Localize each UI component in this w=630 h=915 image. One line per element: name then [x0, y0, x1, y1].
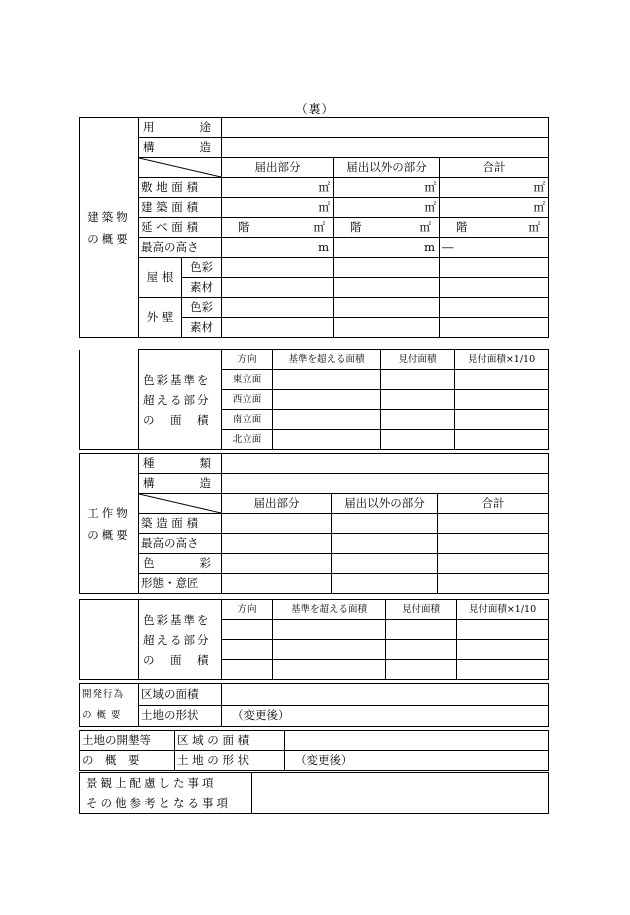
header-reported: 届出部分	[222, 158, 334, 178]
building-exceed-label: 色彩基準を 超える部分 の 面 積	[139, 350, 222, 450]
obj-exceed-dir-3[interactable]	[222, 660, 273, 680]
obj-header-reported: 届出部分	[222, 494, 332, 514]
obj-exceed-over-1[interactable]	[273, 620, 386, 640]
north-tenth[interactable]	[455, 430, 549, 450]
direction-east: 東立面	[222, 370, 273, 390]
obj-exceed-header-facade: 見付面積	[386, 600, 457, 620]
build-area-label: 築 造 面 積	[139, 514, 222, 534]
south-tenth[interactable]	[455, 410, 549, 430]
obj-exceed-label: 色彩基準を 超える部分 の 面 積	[139, 600, 222, 680]
structure-obj-label: 構 造	[139, 474, 222, 494]
wall-material-other[interactable]	[334, 318, 440, 338]
obj-max-height-total[interactable]	[438, 534, 549, 554]
exceed-header-tenth: 見付面積×1/10	[455, 350, 549, 370]
obj-form-reported[interactable]	[222, 574, 332, 594]
exceed-header-facade: 見付面積	[381, 350, 455, 370]
wall-color-other[interactable]	[334, 298, 440, 318]
obj-exceed-facade-2[interactable]	[386, 640, 457, 660]
obj-exceed-facade-3[interactable]	[386, 660, 457, 680]
wall-color-reported[interactable]	[222, 298, 334, 318]
obj-form-other[interactable]	[332, 574, 438, 594]
header-total: 合計	[440, 158, 549, 178]
roof-color-total[interactable]	[440, 258, 549, 278]
dev-shape-label: 土地の形状	[139, 705, 222, 727]
obj-color-reported[interactable]	[222, 554, 332, 574]
obj-exceed-header-tenth: 見付面積×1/10	[457, 600, 549, 620]
obj-max-height-other[interactable]	[332, 534, 438, 554]
west-over[interactable]	[273, 390, 381, 410]
reclaim-area-label: 区 域 の 面 積	[175, 731, 285, 751]
landscape-label	[80, 773, 252, 814]
north-over[interactable]	[273, 430, 381, 450]
page-title: （裏）	[295, 102, 335, 116]
obj-exceed-tenth-2[interactable]	[457, 640, 549, 660]
building-area-other[interactable]: ㎡	[334, 198, 440, 218]
structure-field[interactable]	[222, 138, 549, 158]
obj-form-total[interactable]	[438, 574, 549, 594]
building-label: 建築物 の概要	[87, 209, 131, 246]
reclaim-area-field[interactable]	[285, 731, 549, 751]
direction-north: 北立面	[222, 430, 273, 450]
landscape-line2: その他参考となる事項	[86, 796, 231, 810]
floor-area-total[interactable]: 階 ㎡	[440, 218, 549, 238]
max-height-reported[interactable]: m	[222, 238, 334, 258]
development-label: 開発行為 の 概 要	[80, 684, 139, 727]
use-label: 用 途	[139, 118, 222, 138]
obj-color-total[interactable]	[438, 554, 549, 574]
structure-obj-field[interactable]	[222, 474, 549, 494]
landscape-line1: 景観上配慮した事項	[86, 776, 217, 790]
diagonal-line	[139, 494, 221, 513]
floor-area-label: 延 べ 面 積	[139, 218, 222, 238]
reclaim-shape-label: 土 地 の 形 状	[175, 751, 285, 771]
dev-area-field[interactable]	[222, 684, 549, 706]
kind-label: 種 類	[139, 454, 222, 474]
north-facade[interactable]	[381, 430, 455, 450]
structure-table	[79, 453, 549, 594]
build-area-reported[interactable]	[222, 514, 332, 534]
kind-field[interactable]	[222, 454, 549, 474]
structure-section-spacer	[80, 600, 139, 680]
west-tenth[interactable]	[455, 390, 549, 410]
dev-area-label: 区域の面積	[139, 684, 222, 706]
building-table	[79, 117, 549, 338]
building-exceed-table	[79, 349, 549, 450]
max-height-other[interactable]: m	[334, 238, 440, 258]
reclaim-label-2: の 概 要	[80, 751, 175, 771]
wall-material-label: 素材	[182, 318, 222, 338]
obj-max-height-reported[interactable]	[222, 534, 332, 554]
obj-color-other[interactable]	[332, 554, 438, 574]
max-height-total[interactable]: ―	[440, 238, 549, 258]
wall-label: 外 壁	[139, 298, 182, 338]
roof-color-label: 色彩	[182, 258, 222, 278]
roof-color-other[interactable]	[334, 258, 440, 278]
roof-material-label: 素材	[182, 278, 222, 298]
roof-material-total[interactable]	[440, 278, 549, 298]
development-table	[79, 683, 549, 727]
diagonal-cell	[139, 158, 222, 178]
exceed-header-direction: 方向	[222, 350, 273, 370]
reclaim-label-1: 土地の開墾等	[80, 731, 175, 751]
structure-exceed-table	[79, 599, 549, 680]
roof-material-other[interactable]	[334, 278, 440, 298]
dev-shape-field[interactable]: （変更後）	[222, 705, 549, 727]
reclaim-shape-field[interactable]: （変更後）	[285, 751, 549, 771]
structure-section-label: 工作物 の概要	[80, 454, 139, 594]
obj-max-height-label: 最高の高さ	[139, 534, 222, 554]
wall-material-reported[interactable]	[222, 318, 334, 338]
floor-area-other[interactable]: 階 ㎡	[334, 218, 440, 238]
south-over[interactable]	[273, 410, 381, 430]
wall-color-total[interactable]	[440, 298, 549, 318]
exceed-header-over: 基準を超える面積	[273, 350, 381, 370]
obj-exceed-header-direction: 方向	[222, 600, 273, 620]
building-area-reported[interactable]: ㎡	[222, 198, 334, 218]
east-over[interactable]	[273, 370, 381, 390]
building-area-label: 建 築 面 積	[139, 198, 222, 218]
wall-color-label: 色彩	[182, 298, 222, 318]
obj-exceed-over-3[interactable]	[273, 660, 386, 680]
floor-area-reported[interactable]: 階 ㎡	[222, 218, 334, 238]
site-area-reported[interactable]: ㎡	[222, 178, 334, 198]
east-facade[interactable]	[381, 370, 455, 390]
obj-exceed-dir-1[interactable]	[222, 620, 273, 640]
west-facade[interactable]	[381, 390, 455, 410]
structure-label: 構 造	[139, 138, 222, 158]
direction-west: 西立面	[222, 390, 273, 410]
build-area-other[interactable]	[332, 514, 438, 534]
header-other: 届出以外の部分	[334, 158, 440, 178]
obj-exceed-tenth-3[interactable]	[457, 660, 549, 680]
roof-color-reported[interactable]	[222, 258, 334, 278]
direction-south: 南立面	[222, 410, 273, 430]
east-tenth[interactable]	[455, 370, 549, 390]
diagonal-line	[139, 158, 221, 177]
land-reclaim-table	[79, 730, 549, 771]
obj-form-label: 形態・意匠	[139, 574, 222, 594]
south-facade[interactable]	[381, 410, 455, 430]
landscape-field[interactable]	[252, 773, 549, 814]
diagonal-cell	[139, 494, 222, 514]
building-area-total[interactable]: ㎡	[440, 198, 549, 218]
site-area-label: 敷 地 面 積	[139, 178, 222, 198]
site-area-other[interactable]: ㎡	[334, 178, 440, 198]
obj-header-total: 合計	[438, 494, 549, 514]
obj-exceed-dir-2[interactable]	[222, 640, 273, 660]
use-field[interactable]	[222, 118, 549, 138]
roof-material-reported[interactable]	[222, 278, 334, 298]
landscape-table	[79, 772, 549, 814]
obj-color-label: 色 彩	[139, 554, 222, 574]
obj-exceed-facade-1[interactable]	[386, 620, 457, 640]
site-area-total[interactable]: ㎡	[440, 178, 549, 198]
obj-exceed-header-over: 基準を超える面積	[273, 600, 386, 620]
building-section-label	[80, 118, 139, 338]
building-section-spacer	[80, 350, 139, 450]
obj-header-other: 届出以外の部分	[332, 494, 438, 514]
roof-label: 屋 根	[139, 258, 182, 298]
obj-exceed-tenth-1[interactable]	[457, 620, 549, 640]
wall-material-total[interactable]	[440, 318, 549, 338]
obj-exceed-over-2[interactable]	[273, 640, 386, 660]
max-height-label: 最高の高さ	[139, 238, 222, 258]
build-area-total[interactable]	[438, 514, 549, 534]
